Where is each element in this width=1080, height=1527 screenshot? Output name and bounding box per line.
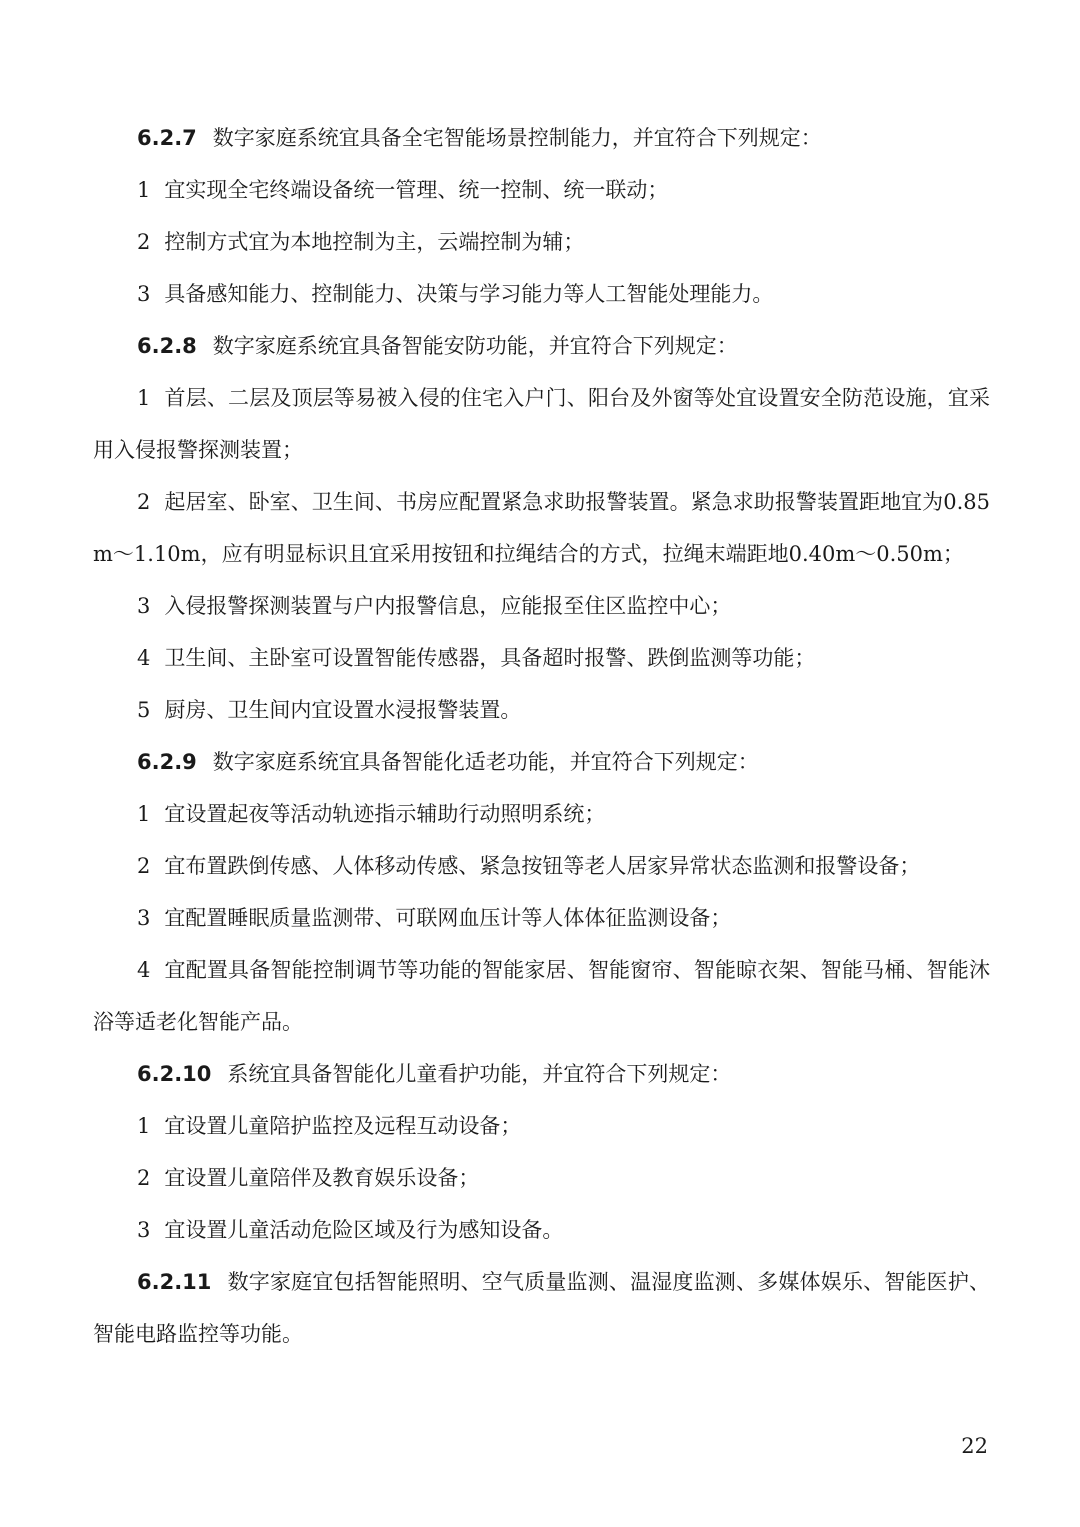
clause-6-2-8 [93, 320, 990, 372]
list-item [93, 1152, 990, 1204]
clause-text: 数字家庭系统宜具备全宅智能场景控制能力，并宜符合下列规定： [212, 126, 822, 150]
clause-6-2-9 [93, 736, 990, 788]
item-text: 宜布置跌倒传感、人体移动传感、紧急按钮等老人居家异常状态监测和报警设备； [164, 854, 921, 878]
page-body [93, 112, 990, 1360]
item-text: 控制方式宜为本地控制为主，云端控制为辅； [164, 230, 585, 254]
item-number: 2 [137, 230, 151, 254]
clause-number: 6.2.9 [137, 750, 197, 774]
list-item [93, 268, 990, 320]
item-number: 2 [137, 490, 151, 514]
clause-number: 6.2.10 [137, 1062, 212, 1086]
clause-text: 数字家庭系统宜具备智能化适老功能，并宜符合下列规定： [212, 750, 759, 774]
list-item [93, 164, 990, 216]
item-text: 入侵报警探测装置与户内报警信息，应能报至住区监控中心； [164, 594, 732, 618]
item-number: 2 [137, 854, 151, 878]
list-item [93, 632, 990, 684]
item-text: 首层、二层及顶层等易被入侵的住宅入户门、阳台及外窗等处宜设置安全防范设施，宜采用入侵报警探测装置； [93, 386, 990, 462]
list-item [93, 1204, 990, 1256]
item-number: 3 [137, 282, 151, 306]
list-item [93, 216, 990, 268]
item-text: 具备感知能力、控制能力、决策与学习能力等人工智能处理能力。 [164, 282, 774, 306]
item-number: 4 [137, 646, 151, 670]
item-text: 宜设置儿童陪伴及教育娱乐设备； [164, 1166, 480, 1190]
item-number: 4 [137, 958, 151, 982]
list-item [93, 580, 990, 632]
item-text: 宜配置睡眠质量监测带、可联网血压计等人体体征监测设备； [164, 906, 732, 930]
clause-number: 6.2.7 [137, 126, 197, 150]
list-item [93, 1100, 990, 1152]
clause-6-2-10 [93, 1048, 990, 1100]
clause-6-2-7 [93, 112, 990, 164]
item-number: 1 [137, 386, 151, 410]
item-number: 3 [137, 906, 151, 930]
item-number: 5 [137, 698, 151, 722]
clause-number: 6.2.8 [137, 334, 197, 358]
clause-6-2-11 [93, 1256, 990, 1360]
item-text: 宜实现全宅终端设备统一管理、统一控制、统一联动； [164, 178, 669, 202]
page-number: 22 [961, 1434, 988, 1458]
item-number: 1 [137, 178, 151, 202]
item-text: 卫生间、主卧室可设置智能传感器，具备超时报警、跌倒监测等功能； [164, 646, 816, 670]
item-text: 宜设置儿童活动危险区域及行为感知设备。 [164, 1218, 564, 1242]
clause-text: 数字家庭宜包括智能照明、空气质量监测、温湿度监测、多媒体娱乐、智能医护、智能电路监控等功能。 [93, 1270, 990, 1346]
item-text: 宜设置起夜等活动轨迹指示辅助行动照明系统； [164, 802, 606, 826]
list-item [93, 788, 990, 840]
item-text: 宜设置儿童陪护监控及远程互动设备； [164, 1114, 522, 1138]
item-number: 1 [137, 1114, 151, 1138]
clause-number: 6.2.11 [137, 1270, 212, 1294]
list-item [93, 944, 990, 1048]
list-item [93, 684, 990, 736]
list-item [93, 892, 990, 944]
item-number: 3 [137, 594, 151, 618]
clause-text: 系统宜具备智能化儿童看护功能，并宜符合下列规定： [227, 1062, 732, 1086]
item-number: 2 [137, 1166, 151, 1190]
clause-text: 数字家庭系统宜具备智能安防功能，并宜符合下列规定： [212, 334, 738, 358]
item-number: 1 [137, 802, 151, 826]
list-item [93, 840, 990, 892]
list-item [93, 372, 990, 476]
item-text: 起居室、卧室、卫生间、书房应配置紧急求助报警装置。紧急求助报警装置距地宜为0.85m～1.10m，应有明显标识且宜采用按钮和拉绳结合的方式，拉绳末端距地0.40m～0.50m； [93, 490, 990, 566]
item-number: 3 [137, 1218, 151, 1242]
item-text: 厨房、卫生间内宜设置水浸报警装置。 [164, 698, 522, 722]
list-item [93, 476, 990, 580]
item-text: 宜配置具备智能控制调节等功能的智能家居、智能窗帘、智能晾衣架、智能马桶、智能沐浴等适老化智能产品。 [93, 958, 990, 1034]
